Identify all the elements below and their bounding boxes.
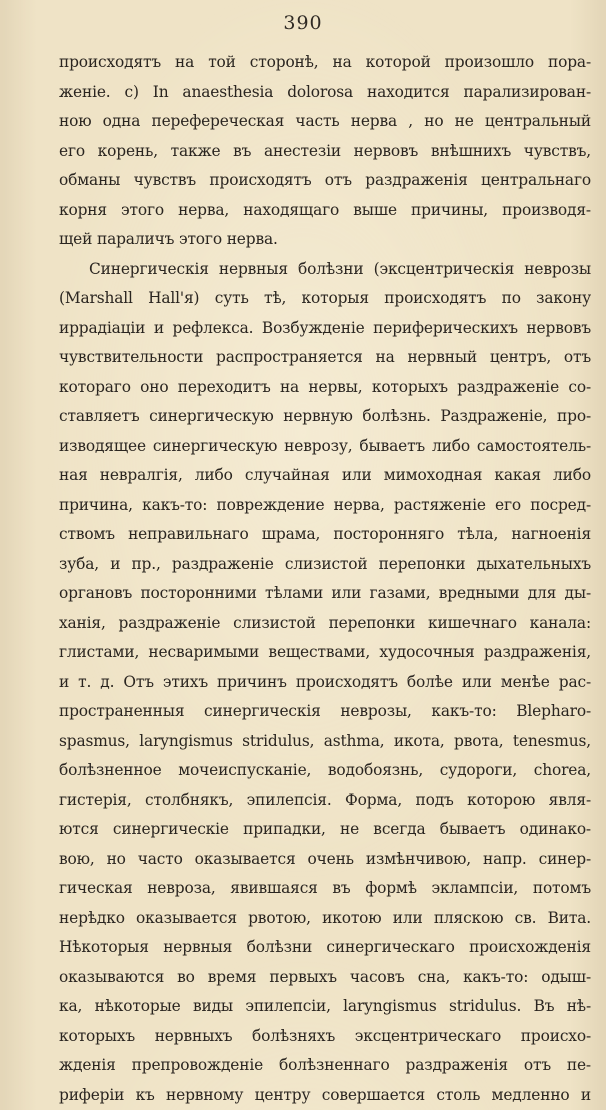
text-line: оказываются во время первыхъ часовъ сна, какъ-то: одыш- [59,963,591,993]
text-line: чувствительности распространяется на нервный центръ, отъ [59,343,591,373]
text-line: Нѣкоторыя нервныя болѣзни синергическаго происхожденія [59,933,591,963]
text-line: ставляетъ синергическую нервную болѣзнь. Раздраженіе, про- [59,402,591,432]
text-line: котораго оно переходитъ на нервы, которыхъ раздраженіе со- [59,373,591,403]
page-number: 390 [0,12,606,34]
text-line: ствомъ неправильнаго шрама, посторонняго тѣла, нагноенія [59,520,591,550]
text-line: и т. д. Отъ этихъ причинъ происходятъ болѣе или менѣе рас- [59,668,591,698]
text-line: глистами, несваримыми веществами, худосочныя раздраженія, [59,638,591,668]
text-line: нерѣдко оказывается рвотою, икотою или пляскою св. Вита. [59,904,591,934]
text-line: женіе. c) In anaesthesia dolorosa находится парализирован- [59,78,591,108]
text-line: изводящее синергическую неврозу, бываетъ либо самостоятель- [59,432,591,462]
body-text [59,48,591,1110]
text-line: spasmus, laryngismus stridulus, asthma, икота, рвота, tenesmus, [59,727,591,757]
text-line: рифеpіи къ нервному центру совершается столь медленно и [59,1081,591,1110]
text-line: зуба, и пр., раздраженіе слизистой перепонки дыхательныхъ [59,550,591,580]
text-line: ною одна перефереческая часть нерва , но не центральный [59,107,591,137]
text-line: щей параличъ этого нерва. [59,225,591,255]
text-line: иррадіаціи и рефлекса. Возбужденіе периферическихъ нервовъ [59,314,591,344]
text-line: ная невралгія, либо случайная или мимоходная какая либо [59,461,591,491]
text-line: его корень, также въ анестезіи нервовъ внѣшнихъ чувствъ, [59,137,591,167]
paragraph-start-line: Синергическія нервныя болѣзни (эксцентрическія неврозы [59,255,591,285]
text-line: ка, нѣкоторые виды эпилепсіи, laryngismus stridulus. Въ нѣ- [59,992,591,1022]
text-line: жденія препровожденіе болѣзненнаго раздраженія отъ пе- [59,1051,591,1081]
text-line: органовъ посторонними тѣлами или газами, вредными для ды- [59,579,591,609]
text-line: обманы чувствъ происходятъ отъ раздраженія центральнаго [59,166,591,196]
text-line: ются синергическіе припадки, не всегда бываетъ одинако- [59,815,591,845]
text-line: причина, какъ-то: повреждение нерва, растяженіе его посред- [59,491,591,521]
text-line: корня этого нерва, находящаго выше причины, производя- [59,196,591,226]
text-line: вою, но часто оказывается очень измѣнчивою, напр. синер- [59,845,591,875]
text-line: ханія, раздраженіе слизистой перепонки кишечнаго канала: [59,609,591,639]
text-line: болѣзненное мочеиспусканіе, водобоязнь, судороги, chorea, [59,756,591,786]
text-line: происходятъ на той сторонѣ, на которой произошло пора- [59,48,591,78]
text-line: пространенныя синергическія неврозы, какъ-то: Blepharo- [59,697,591,727]
text-line: гическая невроза, явившаяся въ формѣ эклампсіи, потомъ [59,874,591,904]
text-line: гистерія, столбнякъ, эпилепсія. Форма, подъ которою явля- [59,786,591,816]
text-line: которыхъ нервныхъ болѣзняхъ эксцентрическаго происхо- [59,1022,591,1052]
text-line: (Marshall Hall'я) суть тѣ, которыя происходятъ по закону [59,284,591,314]
